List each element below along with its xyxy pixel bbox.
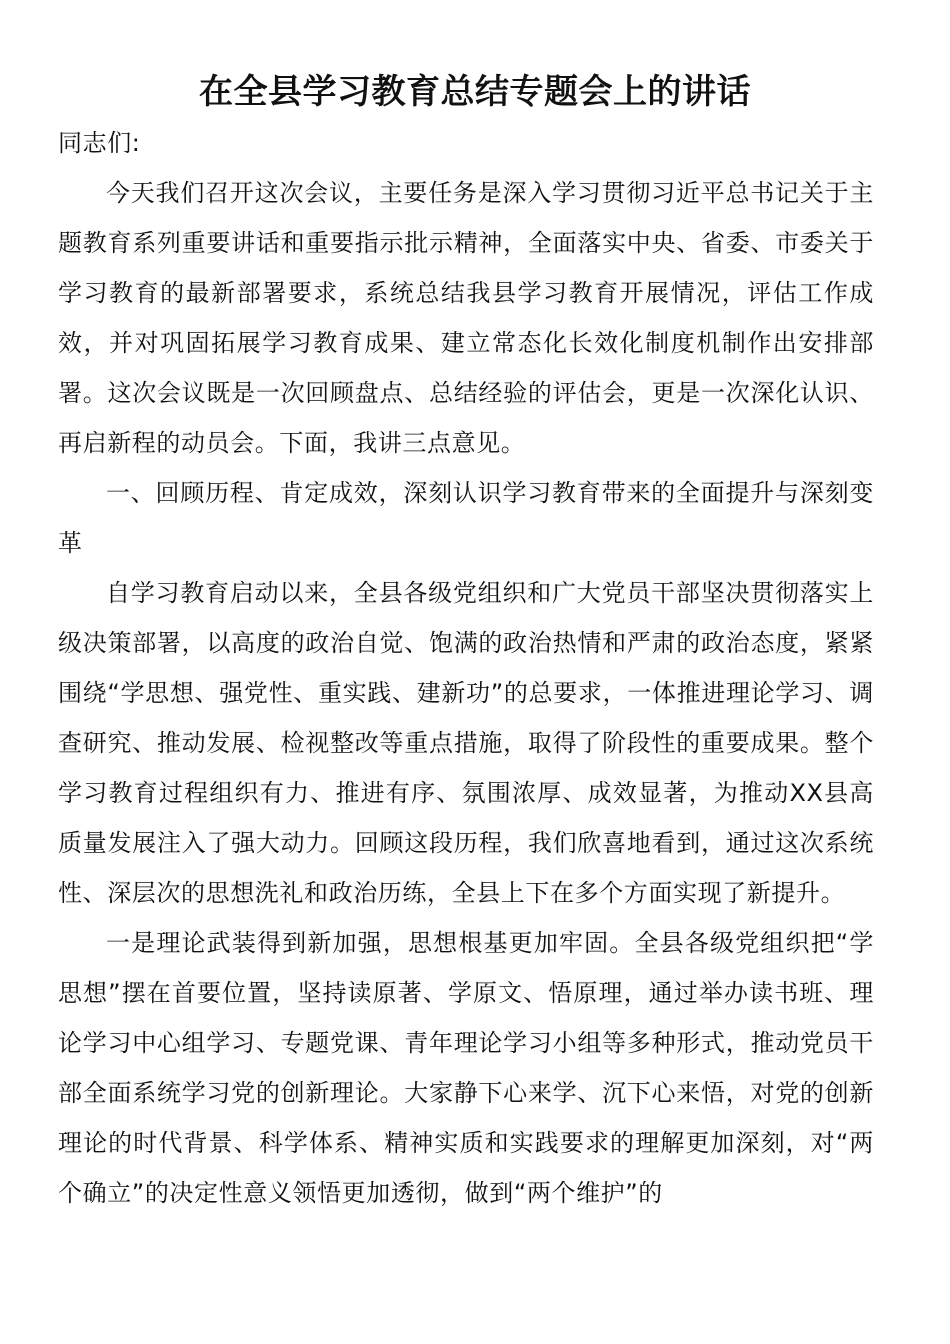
- section-heading-1: 一、回顾历程、肯定成效，深刻认识学习教育带来的全面提升与深刻变革: [58, 479, 874, 557]
- paragraph-review: 自学习教育启动以来，全县各级党组织和广大党员干部坚决贯彻落实上级决策部署，以高度的政治自觉、饱满的政治热情和严肃的政治态度，紧紧围绕“学思想、强党性、重实践、建新功”的总要求，一体推进理论学习、调查研究、推动发展、检视整改等重点措施，取得了阶段性的重要成果。整个学习教育过程组织有力、推进有序、氛围浓厚、成效显著，为推动XX县高质量发展注入了强大动力。回顾这段历程，我们欣喜地看到，通过这次系统性、深层次的思想洗礼和政治历练，全县上下在多个方面实现了新提升。: [58, 579, 874, 907]
- page-title: 在全县学习教育总结专题会上的讲话: [199, 72, 751, 112]
- paragraph-theory: 一是理论武装得到新加强，思想根基更加牢固。全县各级党组织把“学思想”摆在首要位置，坚持读原著、学原文、悟原理，通过举办读书班、理论学习中心组学习、专题党课、青年理论学习小组等多种形式，推动党员干部全面系统学习党的创新理论。大家静下心来学、沉下心来悟，对党的创新理论的时代背景、科学体系、精神实质和实践要求的理解更加深刻，对“两个确立”的决定性意义领悟更加透彻，做到“两个维护”的: [58, 929, 874, 1207]
- salutation: 同志们:: [58, 129, 141, 157]
- paragraph-intro: 今天我们召开这次会议，主要任务是深入学习贯彻习近平总书记关于主题教育系列重要讲话和重要指示批示精神，全面落实中央、省委、市委关于学习教育的最新部署要求，系统总结我县学习教育开展情况，评估工作成效，并对巩固拓展学习教育成果、建立常态化长效化制度机制作出安排部署。这次会议既是一次回顾盘点、总结经验的评估会，更是一次深化认识、再启新程的动员会。下面，我讲三点意见。: [58, 179, 874, 457]
